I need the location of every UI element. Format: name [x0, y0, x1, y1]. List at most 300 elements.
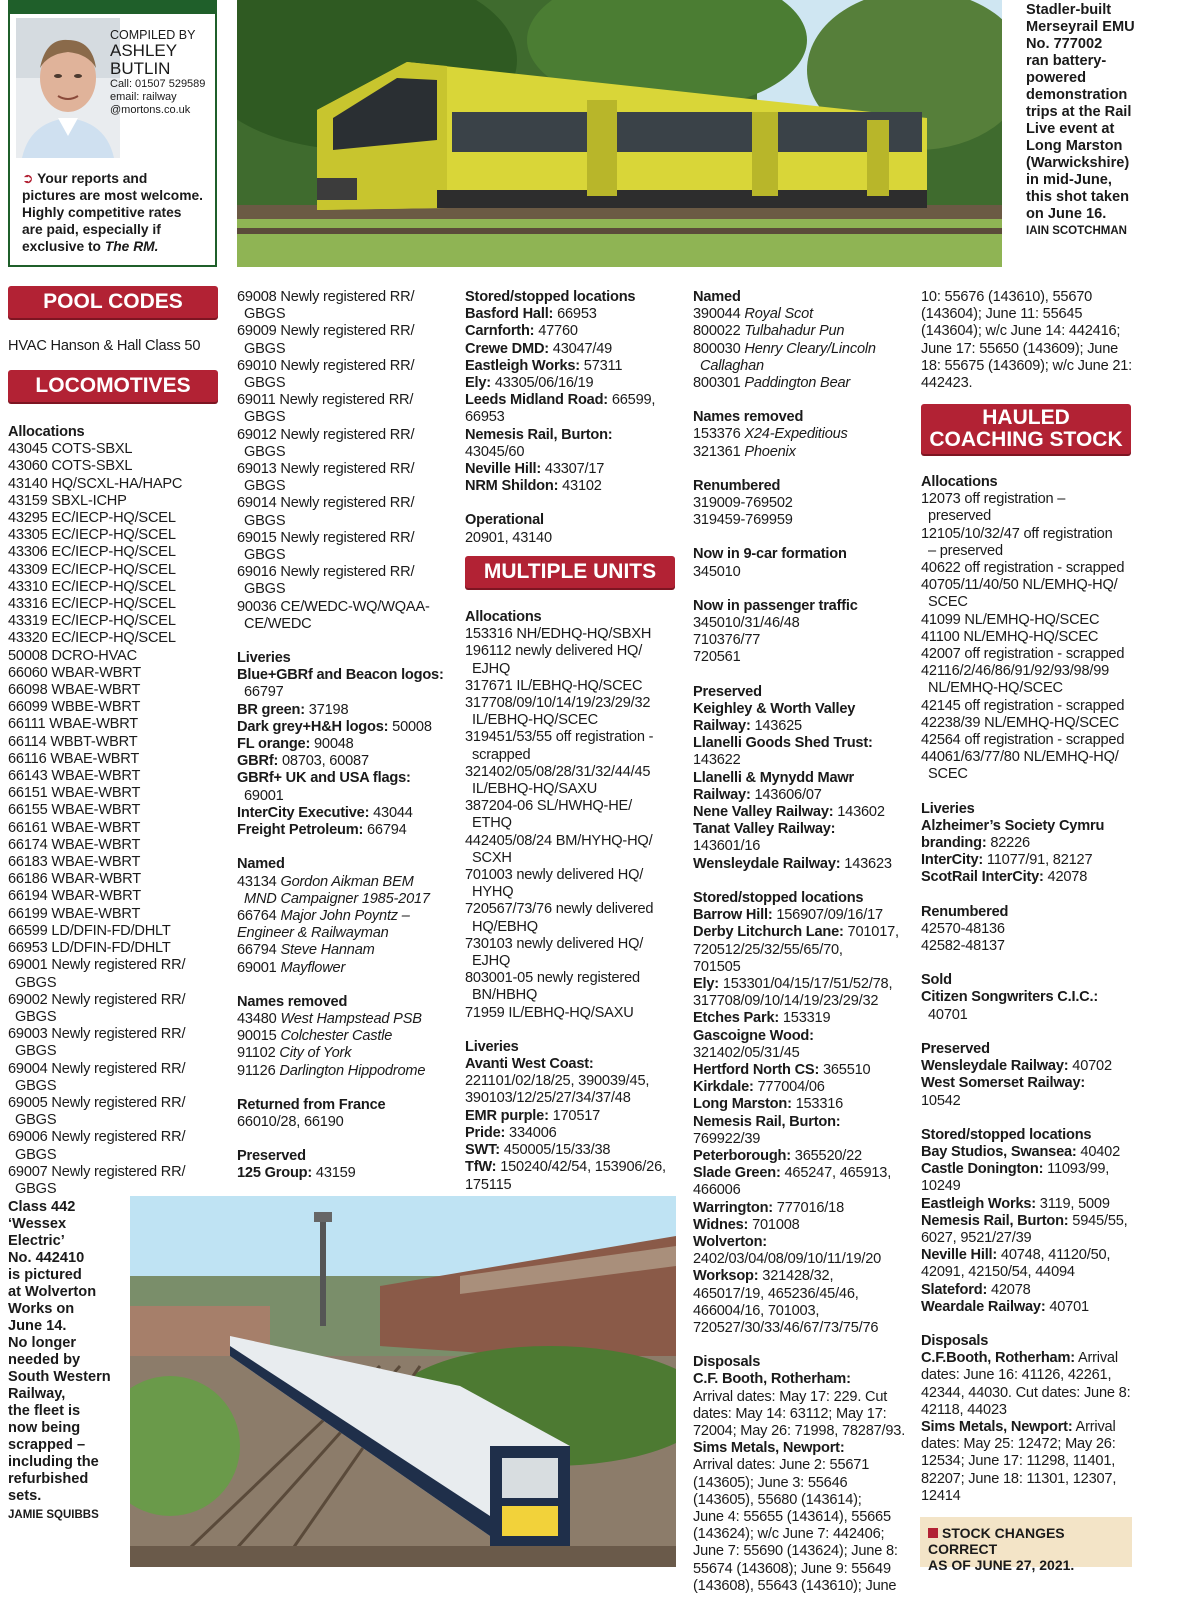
entry-line: 66199 WBAE-WBRT — [8, 905, 141, 922]
section-heading: Named — [237, 856, 285, 873]
compiler-note — [22, 170, 212, 255]
entry-line: 42007 off registration - scrapped — [921, 646, 1125, 663]
named-entry — [693, 323, 915, 340]
caption-line: No. 777002 — [1026, 36, 1103, 52]
section-spacer — [465, 1022, 687, 1039]
location-name: EMR purple: — [465, 1107, 549, 1124]
entry-line: 66186 WBAR-WBRT — [8, 871, 141, 888]
location-name: Nene Valley Railway: — [693, 804, 834, 821]
entry-line: 317708/09/10/14/19/23/29/32 — [465, 695, 651, 712]
caption-line: ran battery- — [1026, 53, 1107, 69]
section-spacer — [693, 667, 915, 684]
vehicle-number: 800301 — [693, 375, 745, 392]
entry-continuation: EJHQ — [472, 953, 511, 970]
bottom-photo-caption — [8, 1199, 126, 1524]
section-heading: Stored/stopped locations — [465, 289, 636, 305]
entry-line: 66161 WBAE-WBRT — [8, 819, 141, 836]
entry-line: 143622 — [693, 752, 741, 769]
named-entry — [237, 1045, 459, 1062]
entry-line: Arrival dates: May 17: 229. Cut — [693, 1388, 888, 1405]
location-value: 43159 — [312, 1165, 356, 1182]
location-entry — [693, 976, 915, 993]
locomotives-allocations-column — [8, 424, 230, 1198]
entry-continuation: GBGS — [244, 375, 286, 392]
named-entry — [693, 426, 915, 443]
entry-line: 720527/30/33/46/67/73/75/76 — [693, 1319, 879, 1336]
entry-line: 69004 Newly registered RR/ — [8, 1060, 186, 1077]
section-heading: Liveries — [465, 1038, 519, 1055]
sims-metals-continued-column — [921, 289, 1143, 392]
entry-line: 69016 Newly registered RR/ — [237, 564, 415, 581]
entry-line: 390103/12/25/27/34/37/48 — [465, 1090, 631, 1107]
location-name: Wolverton: — [693, 1233, 767, 1250]
location-entry — [693, 1148, 915, 1165]
location-value: 334006 — [505, 1124, 557, 1141]
location-name: Basford Hall: — [465, 306, 554, 323]
entry-line: 42564 off registration - scrapped — [921, 732, 1125, 749]
location-entry — [465, 461, 687, 478]
location-name: Slade Green: — [693, 1165, 781, 1182]
location-value: Arrival — [1072, 1418, 1116, 1435]
location-name: FL orange: — [237, 736, 311, 753]
entry-line: 69013 Newly registered RR/ — [237, 461, 415, 478]
location-value: 777016/18 — [772, 1199, 844, 1216]
entry-line: 720561 — [693, 649, 741, 666]
named-entry — [237, 908, 459, 925]
location-name: SWT: — [465, 1142, 500, 1159]
locomotives-heading: LOCOMOTIVES — [8, 370, 218, 402]
location-value: 777004/06 — [753, 1079, 825, 1096]
entry-line: 43320 EC/IECP-HQ/SCEL — [8, 630, 176, 647]
location-value: 450005/15/33/38 — [499, 1142, 611, 1159]
vehicle-name: X24-Expeditious — [744, 426, 848, 443]
hauled-heading-line-1: HAULED — [982, 406, 1070, 429]
vehicle-name-continuation: MND Campaigner 1985-2017 — [244, 890, 430, 907]
entry-line: 40622 off registration - scrapped — [921, 560, 1125, 577]
section-spacer — [921, 784, 1143, 801]
entry-line: 43060 COTS-SBXL — [8, 458, 133, 475]
entry-line: June 4: 55655 (143614), 55665 — [693, 1509, 891, 1525]
entry-line: 221101/02/18/25, 390039/45, — [465, 1073, 650, 1090]
location-name: BR green: — [237, 701, 305, 718]
entry-line: 12534; June 17: 11298, 11401, — [921, 1453, 1116, 1470]
section-heading: Liveries — [237, 650, 291, 667]
location-name: Warrington: — [693, 1199, 773, 1216]
entry-line: 43309 EC/IECP-HQ/SCEL — [8, 561, 176, 578]
location-entry — [921, 1350, 1143, 1367]
entry-line: 71959 IL/EBHQ-HQ/SAXU — [465, 1004, 634, 1021]
location-entry — [693, 1165, 915, 1182]
entry-line: (143624); w/c June 7: 442406; — [693, 1526, 885, 1543]
vehicle-number: 390044 — [693, 306, 745, 323]
section-heading: Liveries — [921, 800, 975, 817]
caption-line: Live event at — [1026, 121, 1115, 137]
entry-line: 55674 (143608); June 9: 55649 — [693, 1560, 891, 1577]
caption-line: this shot taken — [1026, 189, 1129, 205]
caption-line: the fleet is — [8, 1403, 81, 1419]
location-entry — [693, 1200, 915, 1217]
location-value: 701017, — [843, 924, 899, 941]
location-name: Hertford North CS: — [693, 1061, 820, 1078]
entry-continuation: GBGS — [244, 581, 286, 598]
location-entry — [693, 787, 915, 804]
location-name: Tanat Valley Railway: — [693, 821, 836, 838]
location-entry — [237, 822, 459, 839]
location-name: NRM Shildon: — [465, 478, 559, 495]
location-entry — [693, 1268, 915, 1285]
entry-line: 66098 WBAE-WBRT — [8, 682, 141, 699]
entry-line: 69014 Newly registered RR/ — [237, 495, 415, 512]
entry-line: 701505 — [693, 958, 741, 975]
location-entry — [693, 1062, 915, 1079]
location-entry — [921, 1419, 1143, 1436]
location-name: Ely: — [465, 375, 491, 392]
entry-line: 42145 off registration - scrapped — [921, 697, 1125, 714]
entry-line: 44061/63/77/80 NL/EMHQ-HQ/ — [921, 749, 1119, 766]
section-heading: Stored/stopped locations — [693, 889, 864, 906]
vehicle-name: Paddington Bear — [744, 375, 851, 392]
entry-line: 43306 EC/IECP-HQ/SCEL — [8, 544, 176, 561]
location-name: Llanelli Goods Shed Trust: — [693, 735, 873, 752]
section-heading: Preserved — [693, 683, 762, 700]
vehicle-number: 90015 — [237, 1028, 281, 1045]
location-entry — [693, 1217, 915, 1234]
caption-line: ‘Wessex — [8, 1216, 67, 1232]
caption-line: needed by — [8, 1352, 81, 1368]
location-name: C.F. Booth, Rotherham: — [693, 1371, 851, 1388]
entry-line: 12073 off registration – — [921, 491, 1066, 508]
compiler-note-line-2: pictures are most welcome. — [22, 188, 203, 203]
vehicle-name: Phoenix — [744, 443, 796, 460]
entry-line: 10249 — [921, 1178, 961, 1195]
caption-line: now being — [8, 1420, 81, 1436]
caption-line: including the — [8, 1454, 99, 1470]
location-value: 153301/04/15/17/51/52/78, — [718, 975, 893, 992]
caption-line: Merseyrail EMU — [1026, 19, 1135, 35]
location-name: Eastleigh Works: — [921, 1195, 1036, 1212]
location-name: branding: — [921, 835, 987, 852]
caption-line: demonstration — [1026, 87, 1128, 103]
entry-line: 66114 WBBT-WBRT — [8, 733, 138, 750]
compiler-email-1: email: railway — [110, 91, 177, 103]
vehicle-number: 43134 — [237, 873, 281, 890]
entry-line: 69007 Newly registered RR/ — [8, 1163, 186, 1180]
location-entry — [237, 805, 459, 822]
location-value: 11093/99, — [1043, 1161, 1110, 1178]
entry-line: 6027, 9521/27/39 — [921, 1229, 1032, 1246]
entry-continuation: scrapped — [472, 746, 531, 763]
location-value: 365520/22 — [790, 1147, 862, 1164]
compiler-first-name: ASHLEY — [110, 41, 178, 60]
entry-continuation: ETHQ — [472, 815, 512, 832]
entry-line: dates: May 14: 63112; May 17: — [693, 1405, 887, 1422]
location-name: Alzheimer’s Society Cymru — [921, 817, 1105, 834]
section-spacer — [237, 1080, 459, 1097]
entry-continuation: BN/HBHQ — [472, 987, 538, 1004]
merseyrail-emu-illustration — [237, 0, 1002, 267]
section-spacer — [921, 1110, 1143, 1127]
section-heading: Names removed — [693, 409, 804, 426]
entry-line: 442405/08/24 BM/HYHQ-HQ/ — [465, 832, 653, 849]
vehicle-number: 91126 — [237, 1062, 280, 1079]
location-entry — [465, 341, 687, 358]
named-entry — [237, 960, 459, 977]
entry-line: 720567/73/76 newly delivered — [465, 901, 654, 918]
location-entry — [465, 1142, 687, 1159]
hauled-coaching-stock-heading — [921, 404, 1131, 454]
location-name: GBRf+ UK and USA flags: — [237, 770, 411, 787]
compiler-note-line-1: Your reports and — [37, 171, 148, 186]
stock-changes-line-1: STOCK CHANGES CORRECT — [928, 1525, 1065, 1557]
vehicle-number: 66764 — [237, 907, 281, 924]
section-spacer — [921, 887, 1143, 904]
section-heading: Stored/stopped locations — [921, 1126, 1092, 1143]
entry-line: 43140 HQ/SCXL-HA/HAPC — [8, 475, 183, 492]
entry-line: 12105/10/32/47 off registration — [921, 525, 1113, 542]
entry-line: 42238/39 NL/EMHQ-HQ/SCEC — [921, 714, 1119, 731]
compiled-by-label: COMPILED BY — [110, 28, 196, 42]
entry-line: 196112 newly delivered HQ/ — [465, 643, 643, 660]
entry-line: 66953 — [465, 409, 505, 426]
location-value: 143625 — [750, 718, 802, 735]
section-spacer — [693, 529, 915, 546]
entry-continuation: GBGS — [244, 512, 286, 529]
entry-line: 345010/31/46/48 — [693, 615, 800, 632]
locomotives-stored-column — [465, 289, 687, 547]
entry-line: 43045 COTS-SBXL — [8, 441, 133, 458]
stock-changes-note — [920, 1517, 1132, 1573]
entry-line: 143601/16 — [693, 838, 761, 855]
section-spacer — [693, 873, 915, 890]
entry-line: 43305 EC/IECP-HQ/SCEL — [8, 527, 176, 544]
location-entry — [237, 702, 459, 719]
photo-class-442-wolverton — [130, 1196, 676, 1567]
entry-line: 345010 — [693, 563, 741, 580]
entry-continuation: SCEC — [928, 766, 968, 783]
entry-continuation: NL/EMHQ-HQ/SCEC — [928, 680, 1063, 697]
entry-line: 42570-48136 — [921, 920, 1005, 937]
location-name: Leeds Midland Road: — [465, 392, 608, 409]
entry-line: 466004/16, 701003, — [693, 1302, 820, 1319]
entry-continuation: HQ/EBHQ — [472, 918, 538, 935]
location-name: Neville Hill: — [921, 1247, 998, 1264]
entry-line: 710376/77 — [693, 632, 761, 649]
caption-line: Stadler-built — [1026, 2, 1112, 18]
named-entry — [693, 444, 915, 461]
location-name: Citizen Songwriters C.I.C.: — [921, 989, 1099, 1006]
location-value: 143623 — [840, 855, 892, 872]
vehicle-name-continuation: Callaghan — [700, 357, 764, 374]
entry-line: 69015 Newly registered RR/ — [237, 529, 415, 546]
location-name: C.F.Booth, Rotherham: — [921, 1350, 1075, 1367]
location-name: Weardale Railway: — [921, 1298, 1046, 1315]
entry-line: 69010 Newly registered RR/ — [237, 357, 415, 374]
location-name: Nemesis Rail, Burton: — [693, 1113, 841, 1130]
caption-line: (Warwickshire) — [1026, 155, 1130, 171]
location-value: 143602 — [833, 804, 885, 821]
entry-line: 43319 EC/IECP-HQ/SCEL — [8, 613, 176, 630]
multiple-units-continued-column — [693, 289, 915, 1595]
entry-continuation: GBGS — [244, 306, 286, 323]
section-heading: Names removed — [237, 993, 348, 1010]
location-value: 08703, 60087 — [278, 753, 369, 770]
location-entry — [237, 753, 459, 770]
entry-line: 72004; May 26: 71998, 78287/93. — [693, 1422, 906, 1439]
location-value: 43102 — [558, 478, 602, 495]
named-entry — [237, 874, 459, 891]
entry-continuation: GBGS — [15, 1146, 57, 1163]
entry-continuation: 66797 — [244, 684, 284, 701]
entry-line: dates: May 25: 12472; May 26: — [921, 1436, 1116, 1453]
entry-continuation: GBGS — [244, 409, 286, 426]
entry-line: 66143 WBAE-WBRT — [8, 768, 141, 785]
entry-continuation: CE/WEDC — [244, 615, 312, 632]
entry-line: 42118, 44023 — [921, 1401, 1007, 1418]
location-value: 153316 — [791, 1096, 844, 1113]
entry-line: 66116 WBAE-WBRT — [8, 750, 140, 767]
vehicle-number: 321361 — [693, 443, 745, 460]
caption-line: Class 442 — [8, 1199, 76, 1215]
entry-line: 466006 — [693, 1182, 741, 1199]
entry-line: 41100 NL/EMHQ-HQ/SCEC — [921, 628, 1099, 645]
section-heading: Now in passenger traffic — [693, 597, 858, 614]
entry-line: 730103 newly delivered HQ/ — [465, 935, 644, 952]
entry-line: 66953 LD/DFIN-FD/DHLT — [8, 940, 171, 957]
location-entry — [465, 358, 687, 375]
entry-line: 82207; June 18: 11301, 12307, — [921, 1470, 1117, 1487]
location-entry — [693, 1079, 915, 1096]
entry-line: 321402/05/08/28/31/32/44/45 — [465, 763, 651, 780]
location-value: 43047/49 — [548, 340, 613, 357]
location-name: Worksop: — [693, 1268, 759, 1285]
vehicle-name: City of York — [279, 1045, 352, 1062]
location-value: 66599, — [607, 392, 656, 409]
location-value: 11077/91, 82127 — [983, 852, 1093, 869]
entry-line: 66010/28, 66190 — [237, 1113, 344, 1130]
location-name: Wensleydale Railway: — [693, 855, 841, 872]
section-spacer — [921, 955, 1143, 972]
location-name: Slateford: — [921, 1281, 988, 1298]
entry-line: 66155 WBAE-WBRT — [8, 802, 141, 819]
location-value: 42078 — [1043, 869, 1088, 886]
entry-line: dates: June 16: 41126, 42261, — [921, 1367, 1112, 1384]
entry-line: 90036 CE/WEDC-WQ/WQAA- — [237, 598, 430, 615]
location-entry — [921, 1144, 1143, 1161]
entry-continuation: GBGS — [244, 443, 286, 460]
location-entry — [237, 736, 459, 753]
location-value: 465247, 465913, — [780, 1165, 892, 1182]
location-name: West Somerset Railway: — [921, 1075, 1086, 1092]
section-spacer — [237, 633, 459, 650]
vehicle-number: 800022 — [693, 323, 745, 340]
named-entry — [237, 1028, 459, 1045]
location-entry — [693, 1096, 915, 1113]
location-value: 90048 — [310, 736, 354, 753]
vehicle-number: 153376 — [693, 426, 745, 443]
vehicle-name: Royal Scot — [744, 306, 813, 323]
entry-line: 10: 55676 (143610), 55670 — [921, 289, 1093, 305]
caption-line: Works on — [8, 1301, 75, 1317]
entry-line: 317671 IL/EBHQ-HQ/SCEC — [465, 677, 643, 694]
caption-line: Railway, — [8, 1386, 66, 1402]
photo-credit: JAMIE SQUIBBS — [8, 1509, 99, 1521]
entry-continuation: GBGS — [15, 1077, 57, 1094]
entry-continuation: 40701 — [928, 1006, 968, 1023]
entry-line: (143605); June 3: 55646 — [693, 1474, 848, 1491]
entry-line: 803001-05 newly registered — [465, 970, 640, 987]
entry-line: 66060 WBAR-WBRT — [8, 664, 141, 681]
entry-continuation: GBGS — [244, 478, 286, 495]
entry-line: 40705/11/40/50 NL/EMHQ-HQ/ — [921, 577, 1118, 594]
location-entry — [921, 1196, 1143, 1213]
entry-line: 42091, 42150/54, 44094 — [921, 1264, 1075, 1281]
location-name: Keighley & Worth Valley — [693, 700, 856, 717]
location-value: 47760 — [534, 323, 578, 340]
entry-line: 69012 Newly registered RR/ — [237, 426, 415, 443]
entry-line: 319459-769959 — [693, 512, 793, 529]
vehicle-number: 69001 — [237, 959, 281, 976]
location-entry — [921, 1299, 1143, 1316]
entry-line: 69006 Newly registered RR/ — [8, 1129, 186, 1146]
top-photo-caption — [1026, 2, 1176, 240]
caption-line: Long Marston — [1026, 138, 1123, 154]
entry-continuation: EJHQ — [472, 660, 511, 677]
location-name: Long Marston: — [693, 1096, 792, 1113]
location-value: 170517 — [548, 1107, 601, 1124]
location-entry — [465, 375, 687, 392]
location-name: GBRf: — [237, 753, 279, 770]
caption-line: scrapped – — [8, 1437, 86, 1453]
entry-line: 69005 Newly registered RR/ — [8, 1094, 186, 1111]
location-name: Railway: — [693, 786, 751, 803]
location-value: 66794 — [363, 822, 407, 839]
caption-line: South Western — [8, 1369, 111, 1385]
entry-line: 10542 — [921, 1092, 961, 1109]
caption-line: is pictured — [8, 1267, 82, 1283]
compiler-email-2: @mortons.co.uk — [110, 104, 191, 116]
location-name: Freight Petroleum: — [237, 822, 364, 839]
location-name: Ely: — [693, 975, 719, 992]
location-entry — [693, 1010, 915, 1027]
location-name: Widnes: — [693, 1216, 749, 1233]
location-name: Castle Donington: — [921, 1161, 1044, 1178]
entry-line: 465017/19, 465236/45/46, — [693, 1285, 859, 1302]
vehicle-name: Gordon Aikman BEM — [280, 873, 414, 890]
entry-line: June 17: 55650 (143609); June — [921, 340, 1119, 357]
entry-line: 43159 SBXL-ICHP — [8, 492, 127, 509]
location-entry — [465, 1125, 687, 1142]
entry-line: 319451/53/55 off registration - — [465, 729, 654, 746]
location-value: 43044 — [369, 804, 413, 821]
vehicle-name: Tulbahadur Pun — [744, 323, 845, 340]
vehicle-name: Steve Hannam — [280, 942, 375, 959]
entry-line: 66599 LD/DFIN-FD/DHLT — [8, 922, 171, 939]
section-heading: Allocations — [921, 474, 998, 490]
location-entry — [465, 1159, 687, 1176]
entry-line: 69001 Newly registered RR/ — [8, 957, 186, 974]
location-value: 40701 — [1045, 1298, 1089, 1315]
location-entry — [921, 1058, 1143, 1075]
location-name: InterCity: — [921, 852, 984, 869]
section-heading: Returned from France — [237, 1096, 386, 1113]
location-value: 66953 — [553, 306, 597, 323]
entry-continuation: IL/EBHQ-HQ/SAXU — [472, 781, 598, 798]
vehicle-name: Mayflower — [280, 959, 346, 976]
entry-line: 153316 NH/EDHQ-HQ/SBXH — [465, 626, 652, 643]
section-spacer — [465, 495, 687, 512]
location-name: Etches Park: — [693, 1010, 780, 1027]
caption-line: No longer — [8, 1335, 77, 1351]
